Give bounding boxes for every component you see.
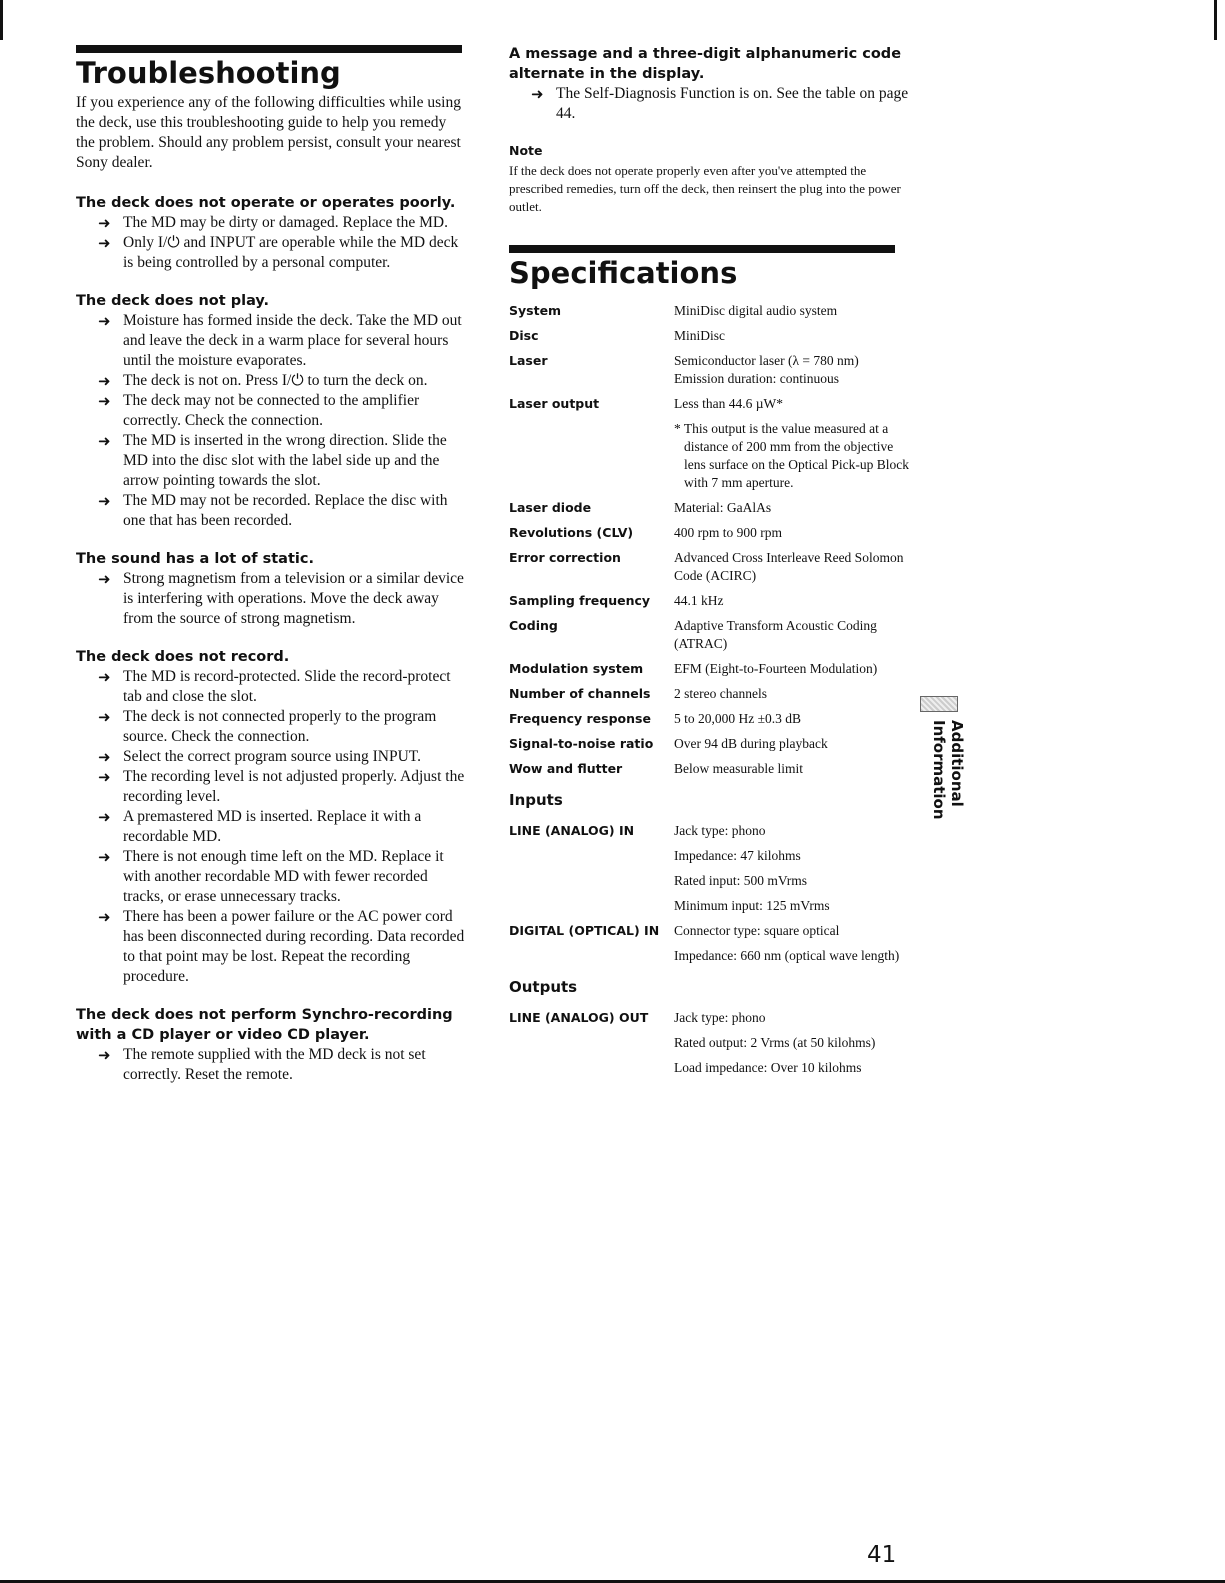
spec-value bbox=[674, 710, 909, 728]
trouble-item-text: Moisture has formed inside the deck. Take the MD out and leave the deck in a warm place for several hours until the moisture evaporates. bbox=[123, 312, 462, 369]
arrow-icon: ➜ bbox=[531, 85, 544, 103]
trouble-item-text: The remote supplied with the MD deck is not set correctly. Reset the remote. bbox=[123, 1046, 426, 1083]
spec-value-line: Impedance: 47 kilohms bbox=[674, 848, 801, 863]
arrow-icon: ➜ bbox=[98, 372, 111, 390]
spec-value-line: Advanced Cross Interleave Reed Solomon Code (ACIRC) bbox=[674, 550, 904, 583]
spec-value-line: Jack type: phono bbox=[674, 1010, 766, 1025]
trouble-item-list bbox=[76, 1045, 466, 1085]
outputs-heading: Outputs bbox=[509, 978, 578, 996]
spec-row bbox=[509, 822, 909, 915]
trouble-section bbox=[76, 549, 466, 629]
spec-label: Modulation system bbox=[509, 661, 644, 676]
trouble-section bbox=[76, 1005, 466, 1085]
trouble-item-text: A premastered MD is inserted. Replace it with a recordable MD. bbox=[123, 808, 422, 845]
trouble-section-title: The deck does not operate or operates poorly. bbox=[76, 195, 456, 211]
spec-row bbox=[509, 327, 909, 345]
trouble-item-list bbox=[76, 213, 466, 273]
troubleshooting-intro: If you experience any of the following difficulties while using the deck, use this troubleshooting guide to help you remedy the problem. Should any problem persist, consult your nearest Sony dealer. bbox=[76, 94, 461, 171]
spec-value bbox=[674, 395, 909, 492]
spec-value bbox=[674, 1009, 909, 1077]
trouble-item bbox=[98, 667, 466, 707]
trouble-item bbox=[98, 569, 466, 629]
trouble-item bbox=[98, 707, 466, 747]
page-edge-mark bbox=[1214, 0, 1217, 40]
trouble-item-text: The MD may not be recorded. Replace the disc with one that has been recorded. bbox=[123, 492, 448, 529]
spec-label: Revolutions (CLV) bbox=[509, 525, 634, 540]
trouble-item-text: Only I/⏻ and INPUT are operable while the MD deck is being controlled by a personal computer. bbox=[123, 234, 459, 271]
trouble-section-title: The deck does not perform Synchro-recording with a CD player or video CD player. bbox=[76, 1007, 453, 1043]
spec-value-line: Impedance: 660 nm (optical wave length) bbox=[674, 948, 900, 963]
section-rule bbox=[76, 45, 462, 53]
arrow-icon: ➜ bbox=[98, 908, 111, 926]
spec-row bbox=[509, 302, 909, 320]
trouble-section bbox=[509, 44, 909, 124]
spec-value-line: Load impedance: Over 10 kilohms bbox=[674, 1060, 862, 1075]
trouble-item-text: The recording level is not adjusted properly. Adjust the recording level. bbox=[123, 768, 465, 805]
trouble-item bbox=[98, 747, 466, 767]
spec-label: Laser diode bbox=[509, 500, 592, 515]
spec-row bbox=[509, 685, 909, 703]
spec-value bbox=[674, 352, 909, 388]
spec-row bbox=[509, 710, 909, 728]
spec-label: LINE (ANALOG) OUT bbox=[509, 1010, 649, 1025]
trouble-item bbox=[531, 84, 909, 124]
spec-value-line: MiniDisc bbox=[674, 328, 726, 343]
spec-row bbox=[509, 592, 909, 610]
arrow-icon: ➜ bbox=[98, 492, 111, 510]
spec-row bbox=[509, 760, 909, 778]
spec-value bbox=[674, 592, 909, 610]
arrow-icon: ➜ bbox=[98, 768, 111, 786]
spec-label: LINE (ANALOG) IN bbox=[509, 823, 635, 838]
spec-label: Wow and flutter bbox=[509, 761, 623, 776]
spec-row bbox=[509, 499, 909, 517]
spec-value bbox=[674, 302, 909, 320]
trouble-item-text: The MD may be dirty or damaged. Replace the MD. bbox=[123, 214, 448, 231]
trouble-item-text: The deck is not connected properly to the program source. Check the connection. bbox=[123, 708, 437, 745]
spec-rows bbox=[509, 302, 909, 778]
trouble-item bbox=[98, 431, 466, 491]
trouble-item bbox=[98, 847, 466, 907]
trouble-item-text: There is not enough time left on the MD. Replace it with another recordable MD with fewer recorded tracks, or erase unnecessary tracks. bbox=[123, 848, 444, 905]
spec-value-line: 400 rpm to 900 rpm bbox=[674, 525, 782, 540]
spec-row bbox=[509, 1009, 909, 1077]
spec-row bbox=[509, 660, 909, 678]
spec-label: DIGITAL (OPTICAL) IN bbox=[509, 923, 660, 938]
side-tab-marker bbox=[920, 696, 958, 712]
spec-row bbox=[509, 549, 909, 585]
trouble-section-title: The deck does not record. bbox=[76, 649, 290, 665]
spec-value bbox=[674, 327, 909, 345]
trouble-item-list bbox=[76, 311, 466, 531]
trouble-section bbox=[76, 291, 466, 531]
spec-value-line: Below measurable limit bbox=[674, 761, 803, 776]
arrow-icon: ➜ bbox=[98, 570, 111, 588]
arrow-icon: ➜ bbox=[98, 214, 111, 232]
inputs-heading: Inputs bbox=[509, 791, 563, 809]
arrow-icon: ➜ bbox=[98, 1046, 111, 1064]
spec-row bbox=[509, 395, 909, 492]
spec-label: Signal-to-noise ratio bbox=[509, 736, 654, 751]
specifications-title: Specifications bbox=[509, 256, 738, 290]
arrow-icon: ➜ bbox=[98, 708, 111, 726]
spec-value-line: Adaptive Transform Acoustic Coding (ATRAC) bbox=[674, 618, 877, 651]
arrow-icon: ➜ bbox=[98, 748, 111, 766]
right-column-top bbox=[509, 44, 909, 216]
spec-value bbox=[674, 685, 909, 703]
spec-value-line: Connector type: square optical bbox=[674, 923, 840, 938]
spec-label: Error correction bbox=[509, 550, 621, 565]
trouble-item-text: The MD is inserted in the wrong direction. Slide the MD into the disc slot with the label side up and the arrow pointing towards the slot. bbox=[123, 432, 447, 489]
spec-value-line: 2 stereo channels bbox=[674, 686, 767, 701]
spec-value bbox=[674, 617, 909, 653]
page-edge-mark bbox=[0, 0, 3, 40]
arrow-icon: ➜ bbox=[98, 312, 111, 330]
arrow-icon: ➜ bbox=[98, 808, 111, 826]
output-rows bbox=[509, 1009, 909, 1077]
spec-row bbox=[509, 735, 909, 753]
trouble-item bbox=[98, 767, 466, 807]
spec-value-line: EFM (Eight-to-Fourteen Modulation) bbox=[674, 661, 878, 676]
spec-value bbox=[674, 549, 909, 585]
spec-row bbox=[509, 352, 909, 388]
spec-label: Laser bbox=[509, 353, 548, 368]
note-label: Note bbox=[509, 143, 543, 158]
spec-label: Laser output bbox=[509, 396, 600, 411]
spec-value bbox=[674, 660, 909, 678]
spec-row bbox=[509, 922, 909, 965]
arrow-icon: ➜ bbox=[98, 432, 111, 450]
trouble-section bbox=[76, 647, 466, 987]
spec-value-line: Jack type: phono bbox=[674, 823, 766, 838]
spec-value-line: Rated input: 500 mVrms bbox=[674, 873, 808, 888]
trouble-item-text: The deck may not be connected to the amplifier correctly. Check the connection. bbox=[123, 392, 420, 429]
trouble-item-list bbox=[76, 569, 466, 629]
spec-value-line: 5 to 20,000 Hz ±0.3 dB bbox=[674, 711, 802, 726]
spec-label: Coding bbox=[509, 618, 558, 633]
section-rule bbox=[509, 245, 895, 253]
trouble-item-text: The MD is record-protected. Slide the record-protect tab and close the slot. bbox=[123, 668, 451, 705]
spec-value bbox=[674, 922, 909, 965]
trouble-item bbox=[98, 491, 466, 531]
note-text: If the deck does not operate properly even after you've attempted the prescribed remedies, turn off the deck, then reinsert the plug into the power outlet. bbox=[509, 163, 901, 214]
spec-value-line: Rated output: 2 Vrms (at 50 kilohms) bbox=[674, 1035, 876, 1050]
trouble-item-list bbox=[76, 667, 466, 987]
spec-value-line: Material: GaAlAs bbox=[674, 500, 772, 515]
trouble-item bbox=[98, 807, 466, 847]
spec-label: Number of channels bbox=[509, 686, 651, 701]
trouble-item-list bbox=[509, 84, 909, 124]
side-tab-label: Additional Information bbox=[930, 720, 966, 820]
specifications-table bbox=[509, 302, 909, 1084]
arrow-icon: ➜ bbox=[98, 848, 111, 866]
trouble-section-title: A message and a three-digit alphanumeric code alternate in the display. bbox=[509, 46, 902, 82]
section-side-tab bbox=[920, 696, 966, 911]
spec-value bbox=[674, 524, 909, 542]
trouble-item bbox=[98, 371, 466, 391]
arrow-icon: ➜ bbox=[98, 234, 111, 252]
spec-value bbox=[674, 822, 909, 915]
spec-value-line: Semiconductor laser (λ = 780 nm) Emission duration: continuous bbox=[674, 353, 859, 386]
laser-footnote: * This output is the value measured at a distance of 200 mm from the objective lens surface on the Optical Pick-up Block with 7 mm aperture. bbox=[674, 421, 909, 490]
trouble-item bbox=[98, 907, 466, 987]
trouble-item-text: Strong magnetism from a television or a similar device is interfering with operations. Move the deck away from the source of strong magnetism. bbox=[123, 570, 464, 627]
troubleshooting-sections bbox=[76, 193, 466, 1085]
spec-value-line: Less than 44.6 µW* bbox=[674, 396, 784, 411]
input-rows bbox=[509, 822, 909, 965]
trouble-item-text: Select the correct program source using INPUT. bbox=[123, 748, 421, 765]
trouble-section-title: The sound has a lot of static. bbox=[76, 551, 314, 567]
spec-row bbox=[509, 617, 909, 653]
spec-label: Frequency response bbox=[509, 711, 651, 726]
trouble-item-text: The deck is not on. Press I/⏻ to turn the deck on. bbox=[123, 372, 428, 389]
troubleshooting-column bbox=[76, 93, 466, 1103]
trouble-item bbox=[98, 1045, 466, 1085]
spec-value bbox=[674, 735, 909, 753]
trouble-item bbox=[98, 213, 466, 233]
trouble-item bbox=[98, 233, 466, 273]
spec-value-line: Minimum input: 125 mVrms bbox=[674, 898, 830, 913]
spec-value bbox=[674, 499, 909, 517]
trouble-item bbox=[98, 311, 466, 371]
trouble-item-text: The Self-Diagnosis Function is on. See the table on page 44. bbox=[556, 85, 909, 122]
page-number: 41 bbox=[867, 1542, 897, 1568]
troubleshooting-title: Troubleshooting bbox=[76, 56, 341, 90]
spec-value bbox=[674, 760, 909, 778]
spec-row bbox=[509, 524, 909, 542]
trouble-item bbox=[98, 391, 466, 431]
spec-value-line: MiniDisc digital audio system bbox=[674, 303, 838, 318]
spec-label: System bbox=[509, 303, 562, 318]
arrow-icon: ➜ bbox=[98, 668, 111, 686]
spec-label: Sampling frequency bbox=[509, 593, 651, 608]
trouble-item-text: There has been a power failure or the AC power cord has been disconnected during recording. Data recorded to that point may be lost. Repeat the recording procedure. bbox=[123, 908, 465, 985]
spec-label: Disc bbox=[509, 328, 539, 343]
spec-value-line: 44.1 kHz bbox=[674, 593, 724, 608]
trouble-section bbox=[76, 193, 466, 273]
arrow-icon: ➜ bbox=[98, 392, 111, 410]
trouble-section-title: The deck does not play. bbox=[76, 293, 270, 309]
spec-value-line: Over 94 dB during playback bbox=[674, 736, 828, 751]
